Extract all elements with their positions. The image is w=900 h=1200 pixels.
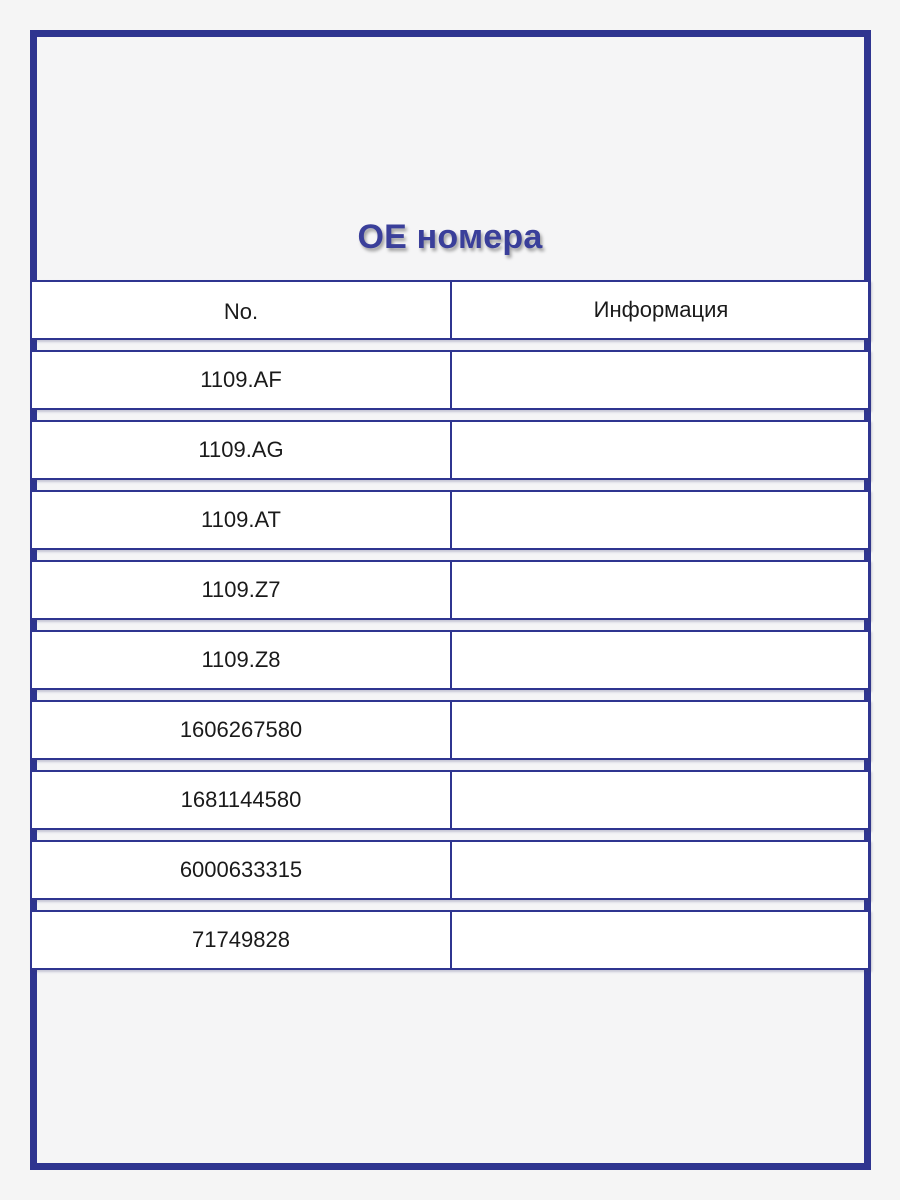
table-row bbox=[30, 350, 870, 410]
oe-info bbox=[450, 562, 870, 618]
oe-info bbox=[450, 842, 870, 898]
oe-info bbox=[450, 772, 870, 828]
oe-info bbox=[450, 632, 870, 688]
oe-number: 1109.AF bbox=[200, 367, 282, 392]
oe-number: 1109.AT bbox=[201, 507, 281, 532]
oe-info bbox=[450, 352, 870, 408]
header-no: No. bbox=[223, 299, 259, 324]
oe-number: 1681144580 bbox=[180, 787, 302, 812]
oe-info bbox=[450, 702, 870, 758]
table-row bbox=[30, 490, 870, 550]
table-row bbox=[30, 630, 870, 690]
header-info: Информация bbox=[450, 282, 870, 338]
table-header bbox=[30, 280, 870, 340]
oe-number: 71749828 bbox=[192, 927, 290, 952]
oe-number: 1109.AG bbox=[198, 437, 284, 462]
table-row bbox=[30, 770, 870, 830]
table-row bbox=[30, 560, 870, 620]
oe-number: 1109.Z7 bbox=[201, 577, 281, 602]
oe-number: 1109.Z8 bbox=[201, 647, 281, 672]
oe-info bbox=[450, 912, 870, 968]
oe-number: 6000633315 bbox=[179, 857, 303, 882]
table-row bbox=[30, 700, 870, 760]
oe-info bbox=[450, 422, 870, 478]
table-row bbox=[30, 420, 870, 480]
table-row bbox=[30, 840, 870, 900]
oe-info bbox=[450, 492, 870, 548]
page-title: OE номера bbox=[357, 218, 543, 256]
table-row bbox=[30, 910, 870, 970]
oe-number: 1606267580 bbox=[179, 717, 303, 742]
